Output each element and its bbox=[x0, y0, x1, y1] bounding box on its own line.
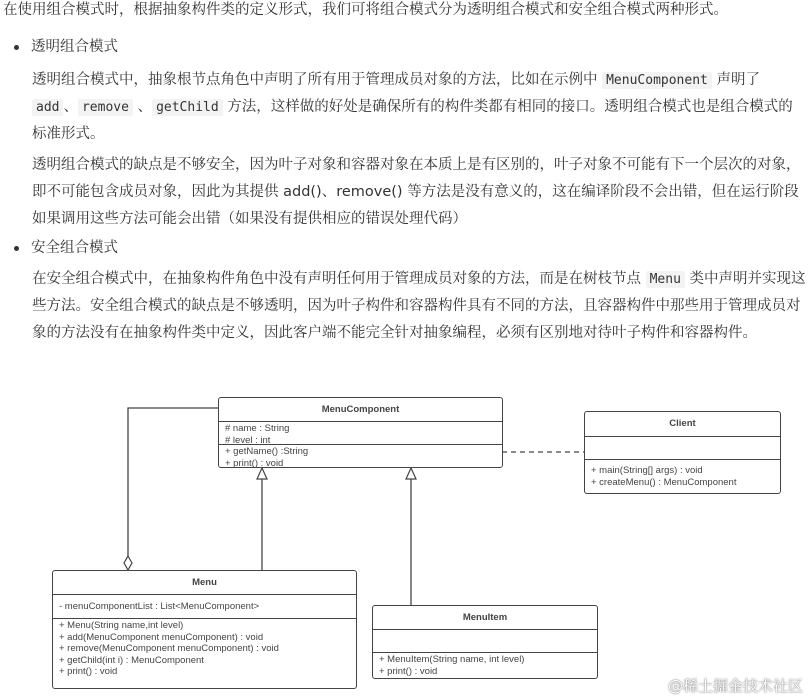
text-span: # name : String bbox=[225, 423, 290, 434]
class-name: MenuItem bbox=[373, 606, 597, 630]
inline-code: add bbox=[32, 99, 63, 116]
bullet-title: 透明组合模式 bbox=[31, 39, 118, 55]
class-attributes bbox=[53, 595, 356, 619]
class-menu bbox=[52, 570, 357, 689]
class-attributes bbox=[219, 422, 502, 445]
text-span: 、 bbox=[132, 99, 153, 115]
text-span: 在安全组合模式中，在抽象构件角色中没有声明任何用于管理成员对象的方法，而是在树枝节点 bbox=[32, 271, 646, 287]
aggregation-line bbox=[128, 408, 218, 557]
text-span: + add(MenuComponent menuComponent) : void bbox=[59, 631, 264, 643]
text-span: + Menu(String name,int level) bbox=[59, 620, 184, 631]
class-name: Client bbox=[585, 412, 780, 437]
inline-code: getChild bbox=[152, 99, 223, 116]
inline-code: MenuComponent bbox=[602, 72, 712, 89]
class-methods bbox=[219, 445, 502, 470]
class-methods bbox=[585, 460, 780, 489]
class-menuitem bbox=[372, 605, 598, 679]
class-attributes bbox=[373, 630, 597, 653]
text-span: + main(String[] args) : void bbox=[591, 465, 703, 476]
text-span: + print() : void bbox=[379, 665, 438, 677]
bullet-title: 安全组合模式 bbox=[31, 240, 118, 256]
text-span: + print() : void bbox=[225, 457, 284, 469]
text-span: + remove(MenuComponent menuComponent) : void bbox=[59, 643, 279, 654]
text-span: + createMenu() : MenuComponent bbox=[591, 476, 737, 488]
text-span: + print() : void bbox=[59, 666, 118, 677]
text-span: + getChild(int i) : MenuComponent bbox=[59, 654, 204, 666]
inline-code: remove bbox=[78, 99, 133, 116]
class-name: MenuComponent bbox=[219, 398, 502, 422]
class-menucomponent bbox=[218, 397, 503, 468]
class-methods bbox=[53, 619, 356, 679]
text-span: 透明组合模式中，抽象根节点角色中声明了所有用于管理成员对象的方法，比如在示例中 bbox=[32, 72, 603, 88]
text-span: 类中声明并实现这些方法。安全组合模式的缺点是不够透明，因为叶子构件和容器构件具有不同的方法，且容器构件中那些用于管理成员对象的方法没有在抽象构件类中定义，因此客户端不能完全针对抽象编程，必须有区别地对待叶子构件和容器构件。 bbox=[32, 271, 806, 341]
text-span: 、 bbox=[63, 99, 78, 115]
intro-text: 在使用组合模式时，根据抽象构件类的定义形式，我们可将组合模式分为透明组合模式和安全组合模式两种形式。 bbox=[3, 2, 728, 18]
aggregation-diamond bbox=[124, 556, 132, 570]
class-attributes bbox=[585, 437, 780, 460]
class-client bbox=[584, 411, 781, 494]
class-name: Menu bbox=[53, 571, 356, 595]
transparent-paragraph-2: 透明组合模式的缺点是不够安全，因为叶子对象和容器对象在本质上是有区别的，叶子对象不可能有下一个层次的对象，即不可能包含成员对象，因此为其提供 add()、remove() 等方法是没有意义的，这在编译阶段不会出错，但在运行阶段如果调用这些方法可能会出错（如果没有提供相应的错误处理代码） bbox=[32, 157, 801, 227]
text-span: 方法，这样做的好处是确保所有的构件类都有相同的接口。透明组合模式也是组合模式的标准形式。 bbox=[32, 99, 793, 142]
text-span: + MenuItem(String name, int level) bbox=[379, 654, 525, 665]
text-span: - menuComponentList : List<MenuComponent> bbox=[59, 601, 260, 612]
text-span: + getName() :String bbox=[225, 446, 309, 457]
watermark: @稀土掘金技术社区 bbox=[667, 677, 803, 695]
text-span: # level : int bbox=[225, 434, 271, 446]
text-span: 声明了 bbox=[711, 72, 760, 88]
class-methods bbox=[373, 653, 597, 678]
inline-code: Menu bbox=[646, 271, 685, 288]
